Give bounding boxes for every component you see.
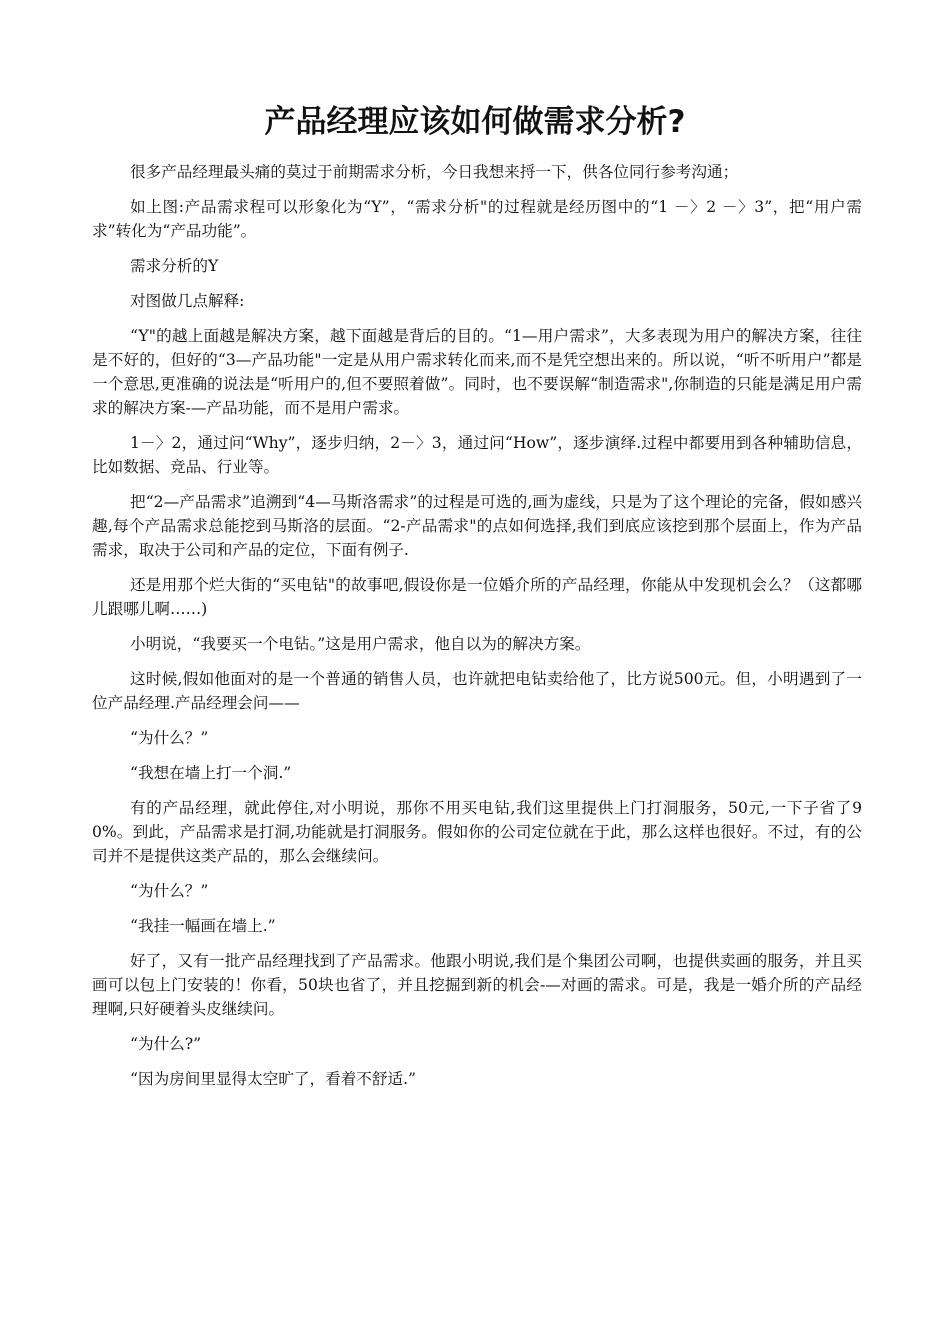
paragraph: 对图做几点解释:	[130, 292, 245, 310]
paragraph: 小明说，“我要买一个电钻。”这是用户需求，他自以为的解决方案。	[130, 635, 591, 653]
dialogue-line: “我挂一幅画在墙上.”	[130, 917, 276, 935]
paragraph: 有的产品经理，就此停住,对小明说，那你不用买电钻,我们这里提供上门打洞服务，50元,一下子省了90%。到此，产品需求是打洞,功能就是打洞服务。假如你的公司定位就在于此，那么这样也很好。不过，有的公司并不是提供这类产品的，那么会继续问。	[92, 799, 862, 865]
paragraph: 如上图:产品需求程可以形象化为“Y”，“需求分析"的过程就是经历图中的“1 －〉2 －〉3”，把“用户需求”转化为“产品功能”。	[92, 198, 862, 240]
paragraph: 把“2—产品需求”追溯到“4—马斯洛需求”的过程是可选的,画为虚线，只是为了这个理论的完备，假如感兴趣,每个产品需求总能挖到马斯洛的层面。“2-产品需求"的点如何选择,我们到底应该挖到那个层面上，作为产品需求，取决于公司和产品的定位，下面有例子.	[92, 493, 862, 559]
article-body	[92, 160, 862, 1102]
paragraph: 好了，又有一批产品经理找到了产品需求。他跟小明说,我们是个集团公司啊，也提供卖画的服务，并且买画可以包上门安装的！你看，50块也省了，并且挖掘到新的机会-—对画的需求。可是，我是一婚介所的产品经理啊,只好硬着头皮继续问。	[92, 952, 862, 1018]
paragraph: 1－〉2，通过问“Why”，逐步归纳，2－〉3，通过问“How”，逐步演绎.过程中都要用到各种辅助信息，比如数据、竞品、行业等。	[92, 434, 862, 476]
paragraph: 还是用那个烂大街的“买电钻"的故事吧,假设你是一位婚介所的产品经理，你能从中发现机会么？（这都哪儿跟哪儿啊……)	[92, 576, 862, 618]
dialogue-line: “因为房间里显得太空旷了，看着不舒适.”	[130, 1070, 416, 1088]
paragraph: 需求分析的Y	[130, 257, 219, 275]
paragraph: “Y"的越上面越是解决方案，越下面越是背后的目的。“1—用户需求”，大多表现为用户的解决方案，往往是不好的，但好的“3—产品功能"一定是从用户需求转化而来,而不是凭空想出来的。所以说，“听不听用户”都是一个意思,更准确的说法是“听用户的,但不要照着做”。同时，也不要误解“制造需求",你制造的只能是满足用户需求的解决方案-—产品功能，而不是用户需求。	[92, 327, 862, 417]
dialogue-line: “我想在墙上打一个洞.”	[130, 764, 292, 782]
paragraph: 这时候,假如他面对的是一个普通的销售人员，也许就把电钻卖给他了，比方说500元。但，小明遇到了一位产品经理.产品经理会问——	[92, 670, 862, 712]
dialogue-line: “为什么？”	[130, 729, 209, 747]
paragraph: 很多产品经理最头痛的莫过于前期需求分析，今日我想来捋一下，供各位同行参考沟通；	[130, 163, 739, 181]
page-title: 产品经理应该如何做需求分析?	[264, 104, 686, 140]
dialogue-line: “为什么？”	[130, 882, 209, 900]
dialogue-line: “为什么?”	[130, 1035, 202, 1053]
